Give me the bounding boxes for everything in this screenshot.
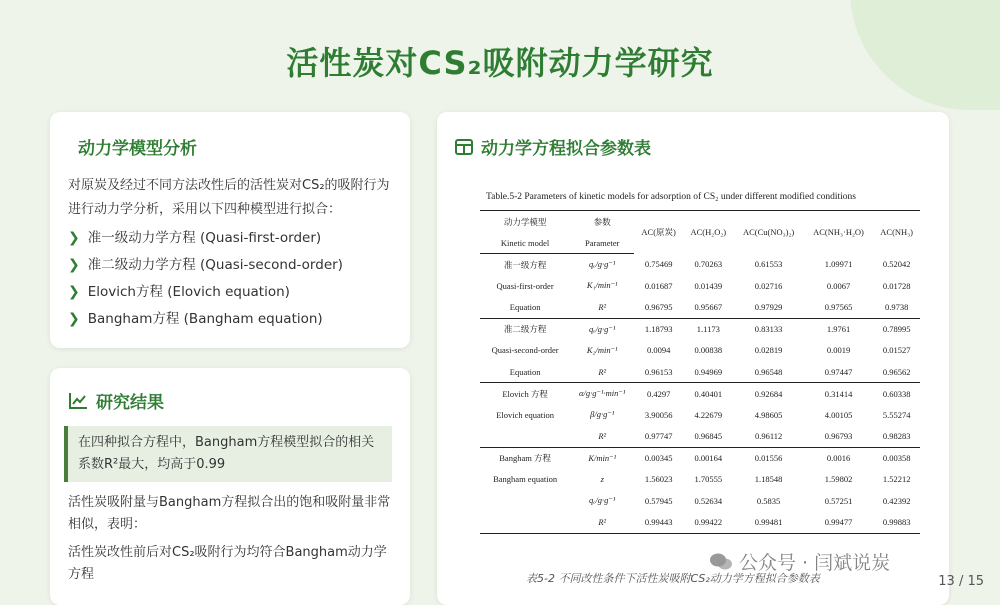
chevron-right-icon: ❯: [68, 284, 80, 300]
table-cell-value: 1.9761: [804, 318, 874, 340]
table-cell-value: 0.9738: [884, 302, 909, 312]
table-cell-value: 0.99443: [634, 512, 683, 534]
table-cell-value: 0.40401: [683, 383, 733, 405]
table-cell-value: 0.60338: [873, 383, 920, 405]
table-cell-value: 0.31414: [804, 383, 874, 405]
table-cell-parameter: K₁/min⁻¹: [586, 280, 618, 291]
table-cell-value: 0.97447: [824, 366, 853, 377]
list-item: ❯ 准二级动力学方程 (Quasi-second-order): [68, 252, 343, 279]
table-cell-value: 0.52634: [694, 495, 723, 506]
result-paragraph: 活性炭吸附量与Bangham方程拟合出的饱和吸附量非常相似，表明：: [68, 495, 391, 532]
table-cell-value: 1.52212: [882, 474, 911, 485]
table-cell-value: 0.96153: [644, 366, 673, 377]
table-cell-value: 0.02716: [754, 280, 783, 291]
table-header-cell: 动力学模型: [480, 211, 570, 233]
table-cell-parameter: R²: [598, 366, 607, 377]
table-cell-value: 1.09971: [824, 259, 853, 270]
table-cell-value: 1.59802: [824, 474, 853, 485]
table-cell-value: 0.01728: [882, 280, 911, 291]
parameter-table-card: [437, 112, 949, 605]
slide-title: 活性炭对CS₂吸附动力学研究: [286, 44, 714, 82]
table-cell-model: [480, 426, 570, 448]
table-icon: [455, 139, 473, 155]
table-cell-parameter: α/g·g⁻¹·min⁻¹: [570, 383, 634, 405]
table-header-cell: Kinetic model: [480, 232, 570, 254]
table-cell-model: [480, 512, 570, 534]
model-analysis-heading: 动力学模型分析: [78, 139, 197, 159]
table-cell-value: 1.18793: [634, 318, 683, 340]
table-cell-value: 0.96845: [694, 431, 723, 441]
list-item: ❯ 准一级动力学方程 (Quasi-first-order): [68, 225, 343, 252]
table-cell-parameter: qₑ/g·g⁻¹: [588, 495, 616, 506]
list-item: ❯ Elovich方程 (Elovich equation): [68, 279, 343, 306]
table-header-cell: AC(NH₃·H₂O): [804, 211, 874, 254]
table-cell-value: 1.56023: [644, 474, 673, 485]
table-row: [480, 426, 920, 448]
table-cell-value: 0.4297: [634, 383, 683, 405]
table-cell-value: 0.99481: [734, 512, 804, 534]
table-cell-value: 0.96795: [644, 302, 673, 312]
table-cell-value: 0.96562: [882, 366, 911, 377]
table-row: [480, 254, 920, 276]
table-cell-value: 0.00838: [694, 345, 723, 356]
wechat-icon: [709, 552, 733, 572]
parameter-table-heading: 动力学方程拟合参数表: [455, 134, 651, 159]
model-list: [68, 225, 343, 333]
table-cell-value: 3.90056: [644, 409, 673, 420]
table-cell-model: Elovich 方程: [480, 383, 570, 405]
table-cell-value: 0.96548: [754, 366, 783, 377]
kinetic-parameters-table: [480, 210, 920, 534]
table-cell-value: 0.97747: [644, 431, 673, 441]
table-cell-parameter: R²: [598, 302, 607, 312]
table-caption: Table.5-2 Parameters of kinetic models for adsorption of CS₂ under different modified conditions: [486, 192, 856, 202]
table-cell-value: 0.00164: [683, 447, 733, 469]
table-cell-value: 1.18548: [754, 474, 783, 485]
table-cell-model: Equation: [509, 302, 541, 312]
table-cell-value: 0.94969: [694, 366, 723, 377]
table-cell-value: 4.22679: [694, 409, 723, 420]
table-cell-value: 0.99883: [873, 512, 920, 534]
table-cell-parameter: R²: [598, 431, 607, 441]
conclusion-paragraph: 活性炭改性前后对CS₂吸附行为均符合Bangham动力学方程: [68, 545, 387, 582]
chevron-right-icon: ❯: [68, 257, 80, 273]
table-header-cell: 参数: [570, 211, 634, 233]
table-cell-parameter: qₑ/g·g⁻¹: [588, 259, 616, 269]
table-cell-value: 0.5835: [756, 495, 781, 506]
table-row: [480, 404, 920, 426]
table-cell-value: 0.98283: [882, 431, 911, 441]
table-cell-value: 1.70555: [694, 474, 723, 485]
table-row: [480, 275, 920, 297]
table-cell-value: 0.01439: [694, 280, 723, 291]
results-card: [50, 368, 410, 605]
table-cell-value: 0.52042: [882, 259, 911, 270]
table-row: [480, 469, 920, 491]
table-cell-value: 0.78995: [873, 318, 920, 340]
table-cell-value: 0.92684: [734, 383, 804, 405]
chevron-right-icon: ❯: [68, 230, 80, 246]
key-finding-callout: 在四种拟合方程中，Bangham方程模型拟合的相关系数R²最大，均高于0.99: [64, 426, 392, 482]
table-cell-value: 4.98605: [754, 409, 783, 420]
chevron-right-icon: ❯: [68, 311, 80, 327]
table-cell-value: 0.01527: [882, 345, 911, 356]
table-cell-model: Bangham 方程: [480, 447, 570, 469]
page-number: 13 / 15: [938, 574, 984, 589]
table-cell-value: 0.57251: [824, 495, 853, 506]
table-cell-model: [480, 490, 570, 512]
intro-text: 对原炭及经过不同方法改性后的活性炭对CS₂的吸附行为进行动力学分析，采用以下四种模型进行拟合：: [68, 178, 390, 217]
table-cell-value: 0.70263: [694, 259, 723, 270]
table-cell-value: 0.01687: [644, 280, 673, 291]
table-cell-value: 0.75469: [644, 259, 673, 270]
table-row: [480, 340, 920, 362]
table-cell-model: Quasi-second-order: [491, 345, 559, 356]
table-cell-value: 0.99422: [683, 512, 733, 534]
results-heading: 研究结果: [68, 388, 164, 413]
table-cell-parameter: qₑ/g·g⁻¹: [570, 318, 634, 340]
table-body: [480, 254, 920, 534]
table-header-cell: Parameter: [570, 232, 634, 254]
table-cell-value: 0.00358: [873, 447, 920, 469]
table-header-row: [480, 211, 920, 233]
table-row: [480, 297, 920, 319]
table-cell-parameter: β/g·g⁻¹: [590, 409, 615, 420]
table-cell-parameter: K/min⁻¹: [570, 447, 634, 469]
table-cell-value: 0.83133: [734, 318, 804, 340]
table-header-cell: AC(NH₃): [873, 211, 920, 254]
table-cell-value: 1.1173: [683, 318, 733, 340]
table-cell-value: 0.0094: [646, 345, 671, 356]
table-cell-value: 0.97929: [754, 302, 783, 312]
table-cell-parameter: z: [600, 474, 604, 485]
table-cell-model: 准二级方程: [480, 318, 570, 340]
figure-caption: 表5-2 不同改性条件下活性炭吸附CS₂动力学方程拟合参数表: [526, 572, 820, 585]
model-analysis-card: [50, 112, 410, 348]
table-cell-model: 准一级方程: [503, 259, 547, 270]
table-row: [480, 490, 920, 512]
table-cell-value: 0.0016: [804, 447, 874, 469]
line-chart-icon: [68, 392, 88, 410]
table-row: [480, 512, 920, 534]
table-row: [480, 318, 920, 340]
table-cell-model: Bangham equation: [493, 474, 558, 485]
table-cell-value: 0.95667: [694, 302, 723, 312]
table-image: [462, 184, 940, 574]
table-cell-value: 0.01556: [734, 447, 804, 469]
table-cell-value: 0.02819: [754, 345, 783, 356]
table-cell-value: 0.57945: [644, 495, 673, 506]
table-cell-value: 0.97565: [824, 302, 853, 312]
watermark: 公众号 · 闫斌说炭: [709, 548, 890, 575]
table-cell-value: 0.0019: [826, 345, 851, 356]
table-header-cell: AC(原炭): [634, 211, 683, 254]
table-cell-value: 0.96112: [754, 431, 783, 441]
list-item: ❯ Bangham方程 (Bangham equation): [68, 306, 343, 333]
table-cell-model: Quasi-first-order: [496, 280, 554, 291]
table-row: [480, 361, 920, 383]
table-cell-value: 0.61553: [754, 259, 783, 270]
table-header-cell: AC(Cu(NO₃)₂): [734, 211, 804, 254]
table-cell-value: 0.42392: [882, 495, 911, 506]
table-cell-parameter: K₂/min⁻¹: [586, 344, 618, 355]
table-row: [480, 447, 920, 469]
table-row: [480, 383, 920, 405]
table-cell-parameter: R²: [570, 512, 634, 534]
table-cell-model: Elovich equation: [496, 409, 555, 420]
table-cell-value: 0.96793: [824, 431, 853, 441]
table-cell-value: 0.00345: [634, 447, 683, 469]
table-header-cell: AC(H₂O₂): [683, 211, 733, 254]
table-cell-value: 5.55274: [882, 409, 911, 420]
table-cell-value: 0.99477: [804, 512, 874, 534]
table-cell-value: 0.0067: [826, 280, 851, 291]
table-cell-model: Equation: [509, 366, 541, 377]
table-cell-value: 4.00105: [824, 409, 853, 420]
